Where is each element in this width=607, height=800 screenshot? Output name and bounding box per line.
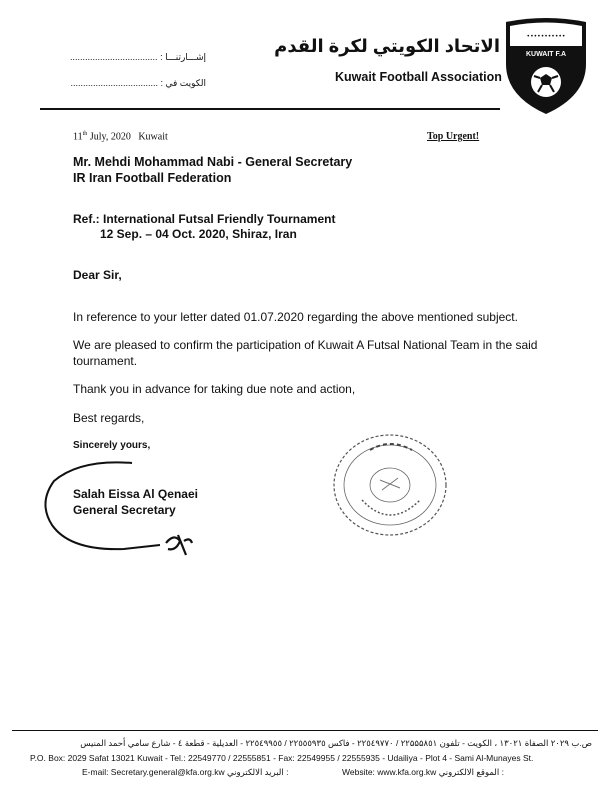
- website-value: Website: www.kfa.org.kw: [342, 767, 437, 777]
- date-label: الكويت في :: [160, 78, 206, 88]
- date-field: [30, 78, 206, 89]
- best-regards: Best regards,: [73, 411, 145, 425]
- reference-dots: ...................................: [70, 52, 158, 62]
- recipient-org: IR Iran Football Federation: [73, 171, 232, 185]
- reference-dates: 12 Sep. – 04 Oct. 2020, Shiraz, Iran: [100, 227, 297, 241]
- footer-address-arabic: ص.ب ۲۰۲۹ الصفاة ۱۳۰۲۱ ، الكويت - تلفون ۲۲۵۵۵۸٥۱ / ۲۲٥٤۹۷۷۰ - فاكس ۲۲٥٥٥۹۳٥ / ۲۲٥٤۹۹٥٥ - العديلية - قطعة ٤ - شارع سامي أحمد المنيس: [80, 738, 592, 748]
- urgency-label: Top Urgent!: [427, 131, 480, 142]
- kfa-logo-icon: [500, 16, 592, 116]
- recipient-name: Mr. Mehdi Mohammad Nabi - General Secretary: [73, 155, 353, 169]
- footer-rule: [12, 730, 598, 731]
- paragraph-thanks: Thank you in advance for taking due note and action,: [73, 382, 356, 396]
- paragraph-reference: In reference to your letter dated 01.07.2020 regarding the above mentioned subject.: [73, 310, 518, 324]
- signature-icon: [40, 455, 200, 565]
- reference-label: إشـــارتنـــا :: [160, 52, 206, 62]
- footer-address-english: P.O. Box: 2029 Safat 13021 Kuwait - Tel.: 22549770 / 22555851 - Fax: 22549955 / 22555935 - Udailiya - Plot 4 - Sami Al-Munayes St.: [30, 753, 534, 763]
- reference-line: Ref.: International Futsal Friendly Tournament: [73, 212, 336, 226]
- closing: Sincerely yours,: [73, 440, 151, 451]
- logo-text: KUWAIT F.A: [525, 51, 567, 58]
- email-label-arabic: : البريد الالكتروني: [227, 767, 289, 777]
- footer-website: [342, 767, 504, 778]
- svg-text:•••••••••••: •••••••••••: [526, 33, 566, 40]
- signatory-title: General Secretary: [73, 503, 176, 517]
- signatory-name: Salah Eissa Al Qenaei: [73, 487, 198, 501]
- salutation: Dear Sir,: [73, 268, 122, 282]
- official-stamp-icon: [330, 430, 450, 540]
- email-value: E-mail: Secretary.general@kfa.org.kw: [82, 767, 225, 777]
- website-label-arabic: : الموقع الالكتروني: [438, 767, 504, 777]
- org-name-arabic: الاتحاد الكويتي لكرة القدم: [274, 36, 500, 56]
- header-rule: [40, 108, 500, 110]
- paragraph-confirmation: We are pleased to confirm the participation of Kuwait A Futsal National Team in the said tournament.: [73, 338, 538, 368]
- org-name-english: Kuwait Football Association: [335, 70, 502, 84]
- reference-field: [30, 52, 206, 63]
- date-dots: ...................................: [70, 78, 158, 88]
- letter-date: 11th July, 2020 Kuwait: [73, 131, 168, 143]
- footer-email: [82, 767, 288, 778]
